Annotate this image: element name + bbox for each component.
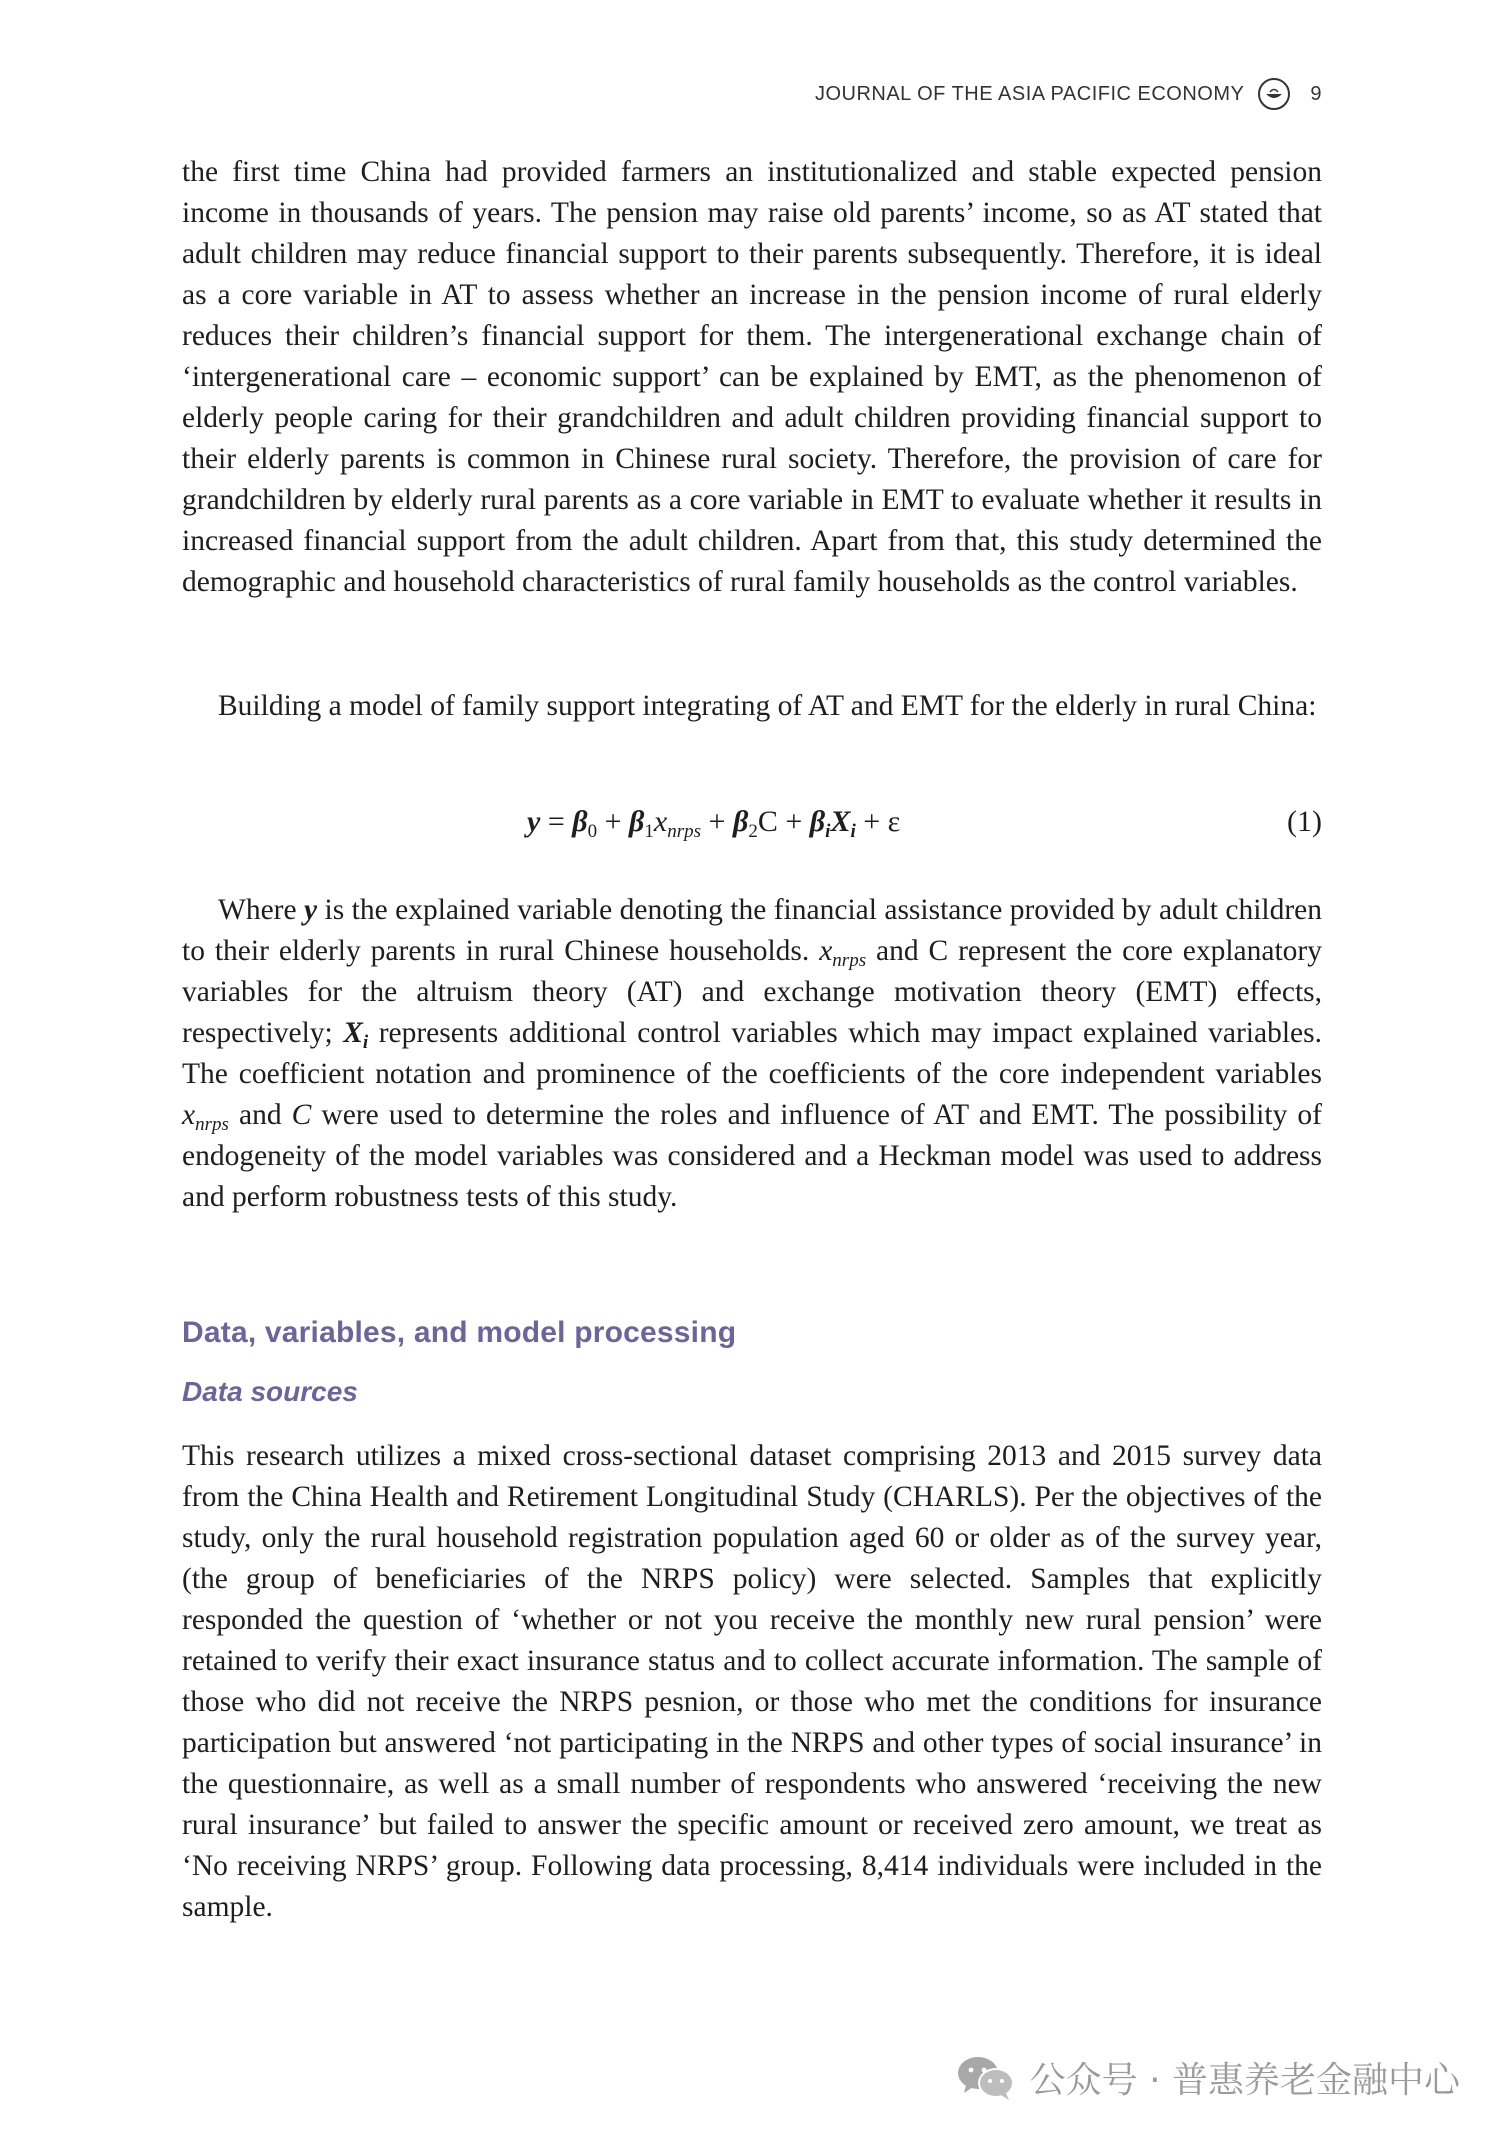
journal-logo-icon [1258, 78, 1290, 110]
watermark-text: 公众号 · 普惠养老金融中心 [1029, 2060, 1460, 2101]
paragraph-text: This research utilizes a mixed cross-sectional dataset comprising 2013 and 2015 survey data from the China Health and Retirement Longitudinal Study (CHARLS). Per the objectives of the study, only the rural household registration population aged 60 or older as of the survey year, (the group of beneficiaries of the NRPS policy) were selected. Samples that explicitly responded the question of ‘whether or not you receive the monthly new rural pension’ were retained to verify their exact insurance status and to collect accurate information. The sample of those who did not receive the NRPS pesnion, or those who met the conditions for insurance participation but answered ‘not participating in the NRPS and other types of social insurance’ in the questionnaire, as well as a small number of respondents who answered ‘receiving the new rural insurance’ but failed to answer the specific amount or received zero amount, we treat as ‘No receiving NRPS’ group. Following data processing, 8,414 individuals were included in the sample. [182, 1440, 1322, 1923]
equation-number: (1) [1287, 805, 1322, 838]
body-paragraph-2 [182, 686, 1322, 727]
page-number: 9 [1310, 82, 1322, 105]
paragraph-text: Where y is the explained variable denoting the financial assistance provided by adult children to their elderly parents in rural Chinese households. $x_{nrps}$ and C represent the core explanatory variables for the altruism theory (AT) and exchange motivation theory (EMT) effects, respectively; $X_i$ represents additional control variables which may impact explained variables. The coefficient notation and prominence of the coefficients of the core independent variables $x_{nrps}$ and C were used to determine the roles and influence of AT and EMT. The possibility of endogeneity of the model variables was considered and a Heckman model was used to address and perform robustness tests of this study. [182, 894, 1322, 1213]
journal-name: JOURNAL OF THE ASIA PACIFIC ECONOMY [814, 82, 1245, 105]
watermark [956, 2052, 1460, 2103]
paragraph-text: the first time China had provided farmers an institutionalized and stable expected pension income in thousands of years. The pension may raise old parents’ income, so as AT stated that adult children may reduce financial support to their parents subsequently. Therefore, it is ideal as a core variable in AT to assess whether an increase in the pension income of rural elderly reduces their children’s financial support for them. The intergenerational exchange chain of ‘intergenerational care – economic support’ can be explained by EMT, as the phenomenon of elderly people caring for their grandchildren and adult children providing financial support to their elderly parents is common in Chinese rural society. Therefore, the provision of care for grandchildren by elderly rural parents as a core variable in EMT to evaluate whether it results in increased financial support from the adult children. Apart from that, this study determined the demographic and household characteristics of rural family households as the control variables. [182, 156, 1322, 598]
wechat-icon [956, 2055, 1016, 2101]
equation-body: $y = \beta_0 + \beta_1x_{nrps} + \beta_2C + \beta_iX_i + \varepsilon$ [527, 805, 901, 842]
body-paragraph-1 [182, 152, 1322, 603]
subsection-heading: Data sources [182, 1376, 358, 1407]
running-head [815, 78, 1322, 110]
paragraph-text: Building a model of family support integrating of AT and EMT for the elderly in rural China: [218, 690, 1317, 722]
section-heading: Data, variables, and model processing [182, 1316, 737, 1349]
equation-1 [182, 805, 1322, 855]
body-paragraph-3 [182, 890, 1322, 1218]
body-paragraph-4 [182, 1436, 1322, 1928]
